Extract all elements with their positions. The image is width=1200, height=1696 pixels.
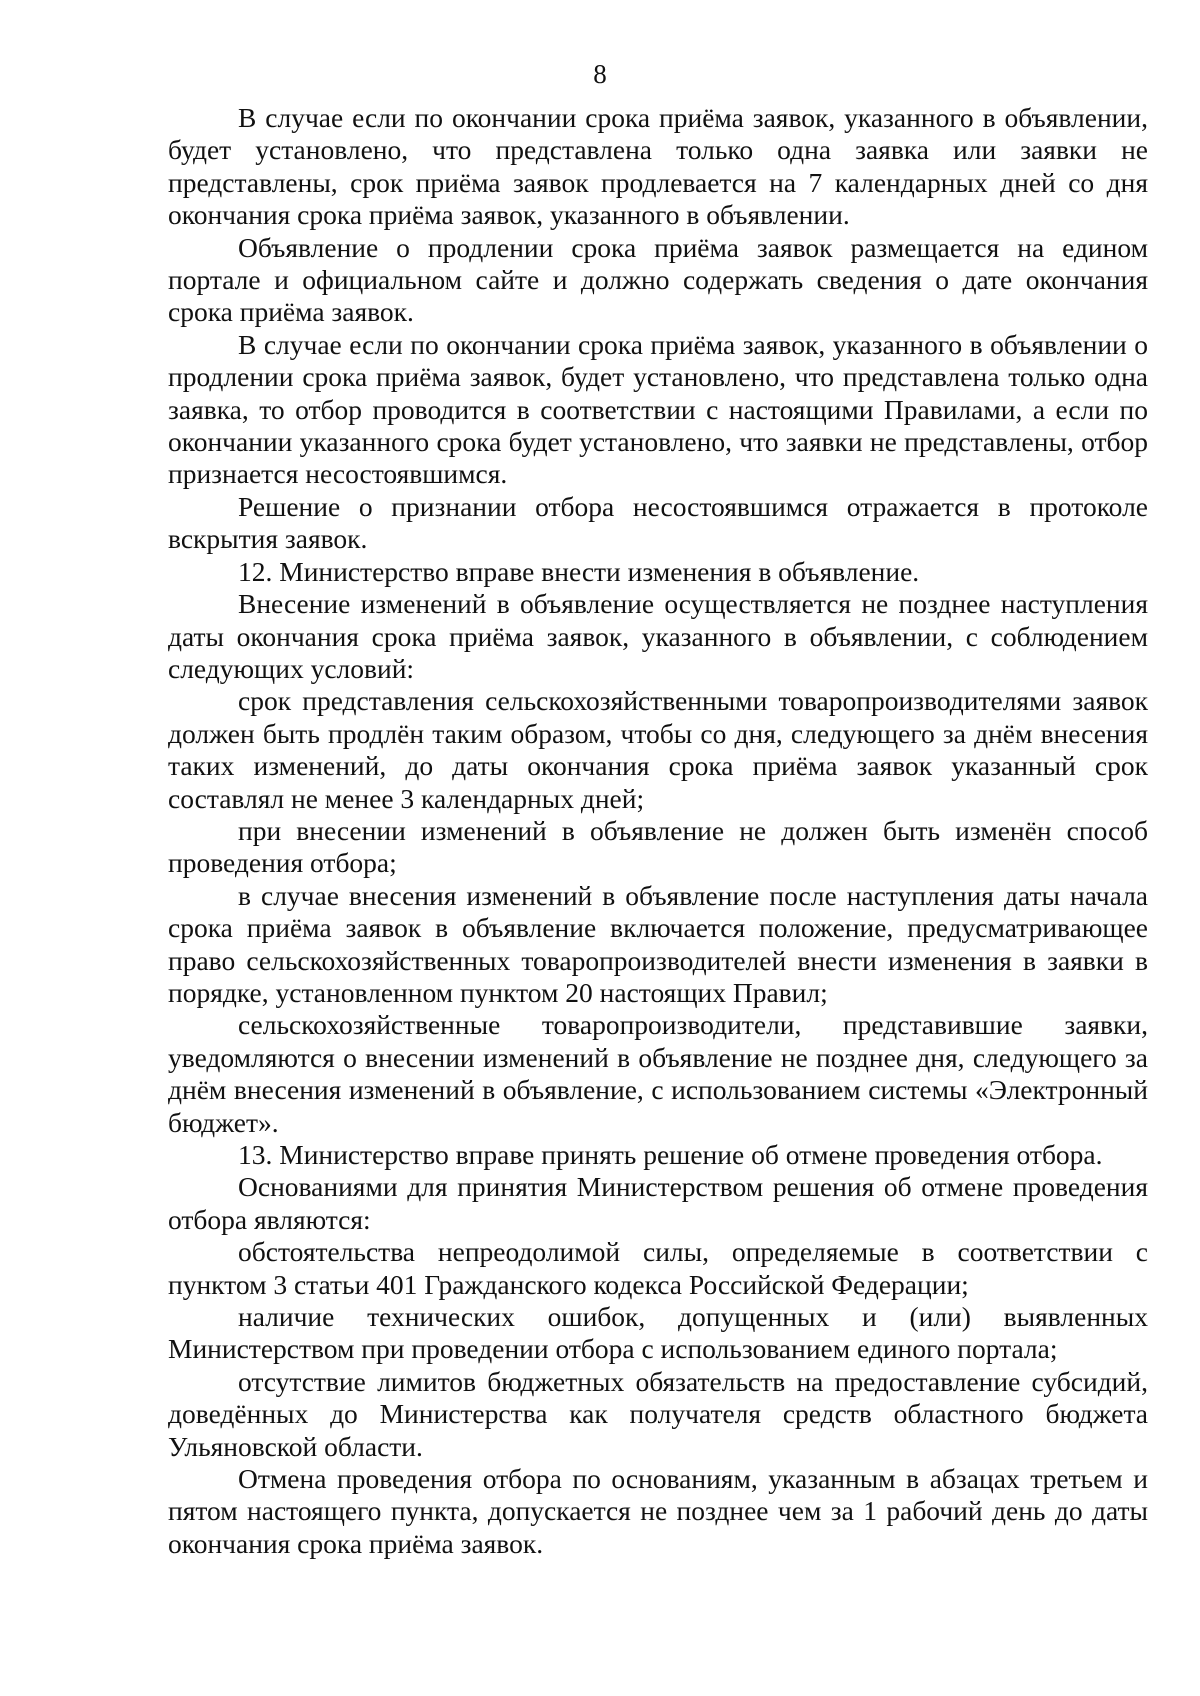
paragraph: Отмена проведения отбора по основаниям, указанным в абзацах третьем и пятом настоящего пункта, допускается не позднее чем за 1 рабочий день до даты окончания срока приёма заявок. [168,1463,1148,1559]
list-item: обстоятельства непреодолимой силы, определяемые в соответствии с пунктом 3 статьи 401 Гражданского кодекса Российской Федерации; [168,1236,1148,1300]
list-item: при внесении изменений в объявление не должен быть изменён способ проведения отбора; [168,814,1148,879]
paragraph: Внесение изменений в объявление осуществляется не позднее наступления даты окончания срока приёма заявок, указанного в объявлении, с соблюдением следующих условий: [168,588,1148,684]
paragraph: В случае если по окончании срока приёма заявок, указанного в объявлении, будет установлено, что представлена только одна заявка или заявки не представлены, срок приёма заявок продлевается на 7 календарных дней со дня окончания срока приёма заявок, указанного в объявлении. [168,102,1148,231]
paragraph-section-13: 13. Министерство вправе принять решение об отмене проведения отбора. [238,1139,1103,1170]
list-item: в случае внесения изменений в объявление после наступления даты начала срока приёма заявок в объявление включается положение, предусматривающее право сельскохозяйственных товаропроизводителей внести изменения в заявки в порядке, установленном пунктом 20 настоящих Правил; [168,879,1148,1008]
page-number: 8 [593,59,607,89]
list-item: сельскохозяйственные товаропроизводители, представившие заявки, уведомляются о внесении изменений в объявление не позднее дня, следующего за днём внесения изменений в объявление, с использованием системы «Электронный бюджет». [168,1009,1148,1138]
paragraph-section-12: 12. Министерство вправе внести изменения в объявление. [238,555,920,587]
paragraph: Решение о признании отбора несостоявшимся отражается в протоколе вскрытия заявок. [168,490,1148,555]
paragraph: Объявление о продлении срока приёма заявок размещается на едином портале и официальном сайте и должно содержать сведения о дате окончания срока приёма заявок. [168,231,1148,328]
list-item: отсутствие лимитов бюджетных обязательств на предоставление субсидий, доведённых до Министерства как получателя средств областного бюджета Ульяновской области. [168,1365,1148,1462]
list-item: наличие технических ошибок, допущенных и (или) выявленных Министерством при проведении отбора с использованием единого портала; [168,1301,1148,1365]
paragraph: В случае если по окончании срока приёма заявок, указанного в объявлении о продлении срока приёма заявок, будет установлено, что представлена только одна заявка, то отбор проводится в соответствии с настоящими Правилами, а если по окончании указанного срока будет установлено, что заявки не представлены, отбор признается несостоявшимся. [168,328,1148,490]
list-item: срок представления сельскохозяйственными товаропроизводителями заявок должен быть продлён таким образом, чтобы со дня, следующего за днём внесения таких изменений, до даты окончания срока приёма заявок указанный срок составлял не менее 3 календарных дней; [168,685,1148,814]
paragraph: Основаниями для принятия Министерством решения об отмене проведения отбора являются: [168,1171,1148,1235]
document-body [168,102,1148,1560]
